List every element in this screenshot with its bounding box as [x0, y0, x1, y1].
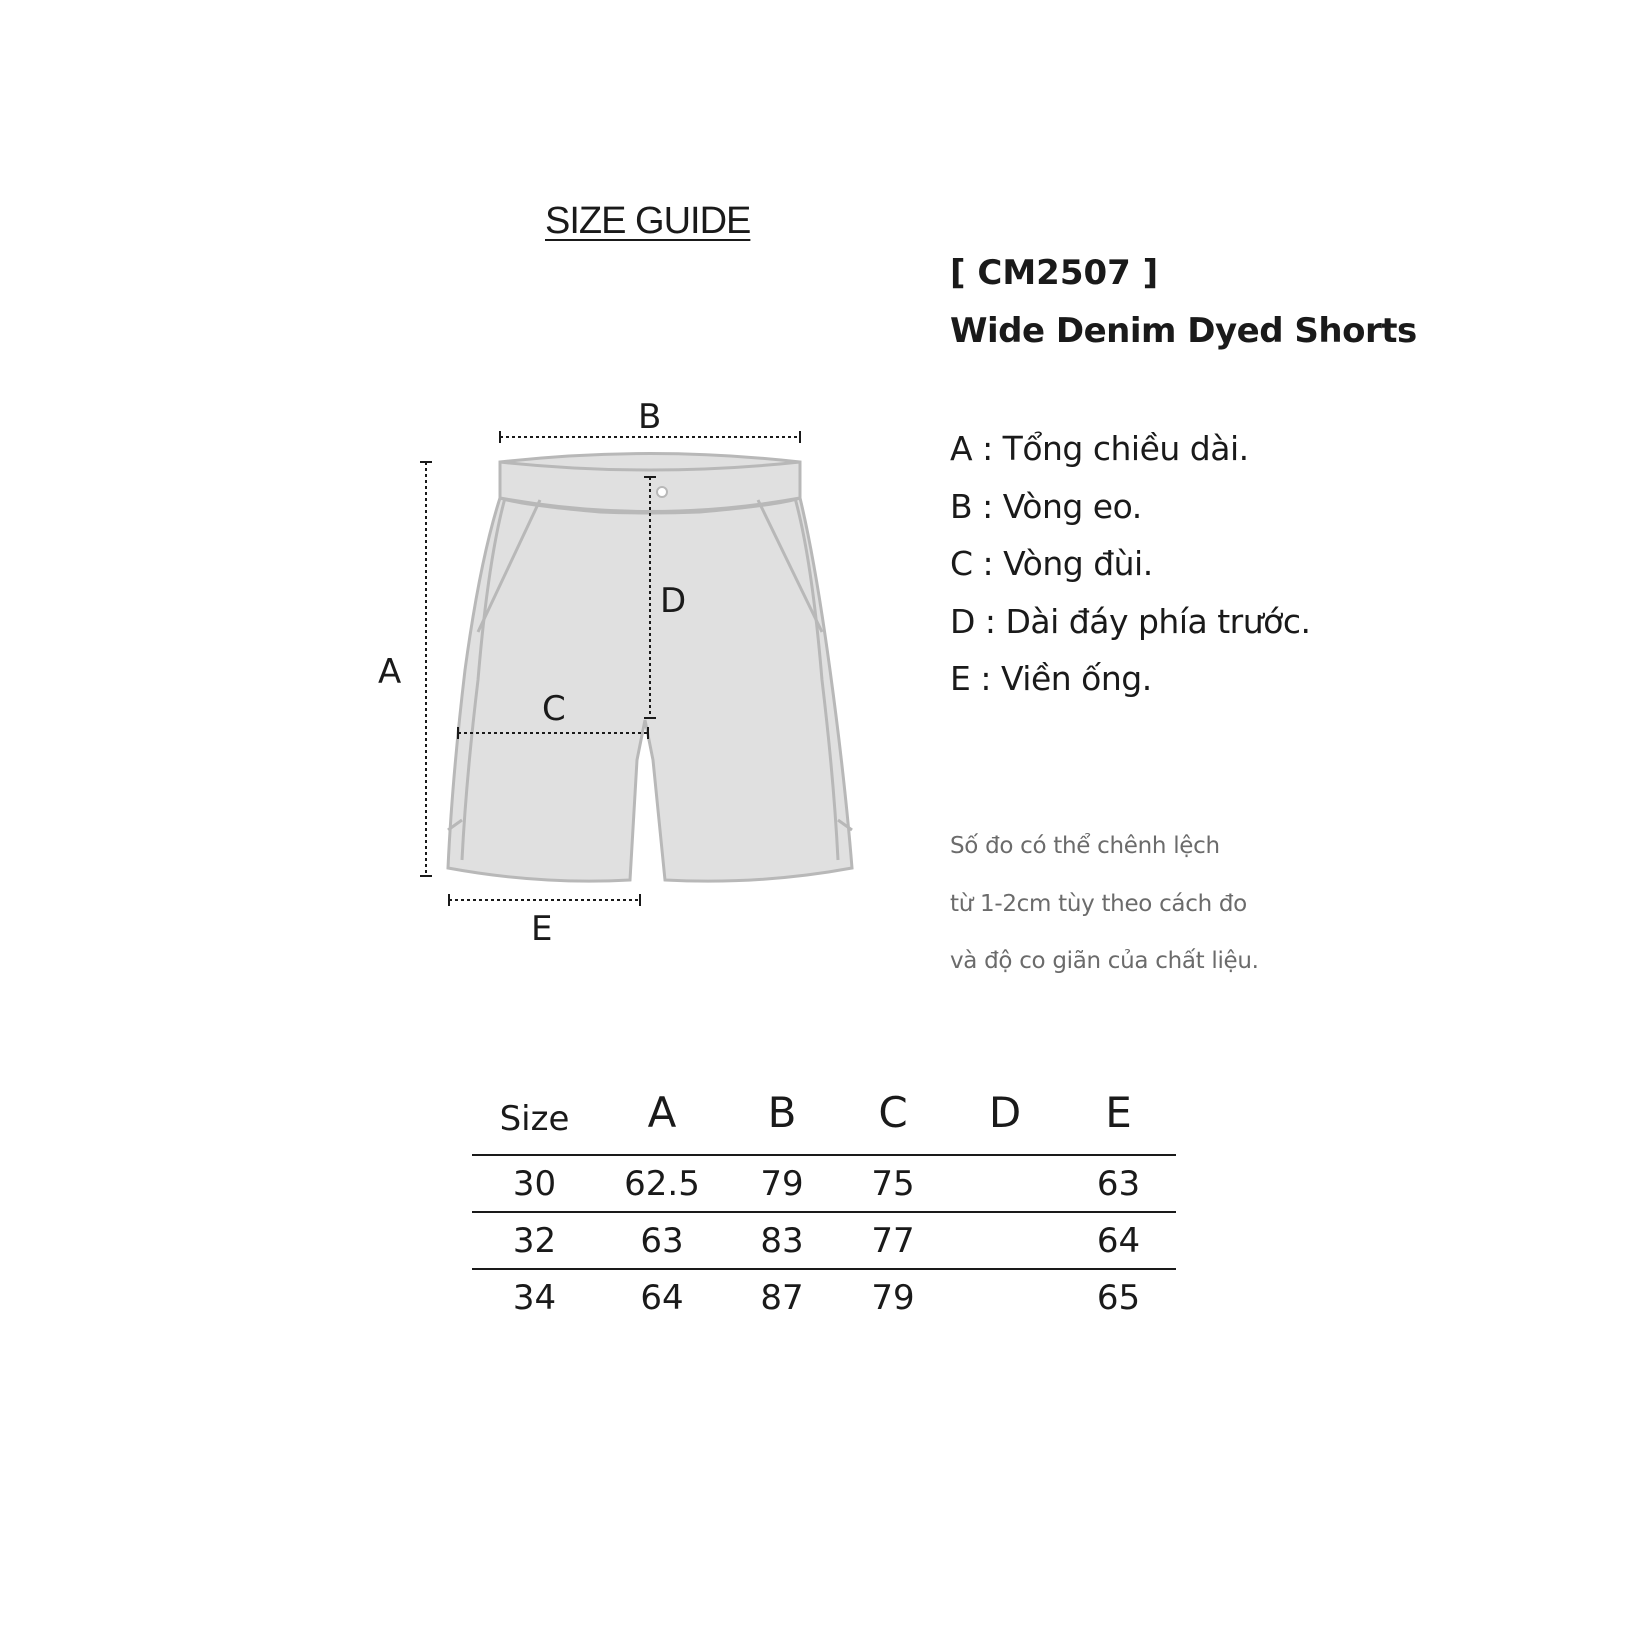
measure-a — [378, 462, 432, 876]
cell-a: 63 — [597, 1212, 727, 1269]
cell-b: 79 — [727, 1155, 837, 1212]
cell-c: 77 — [837, 1212, 949, 1269]
cell-c: 79 — [837, 1269, 949, 1325]
note-line: Số đo có thể chênh lệch — [950, 833, 1220, 859]
cell-b: 87 — [727, 1269, 837, 1325]
cell-e: 64 — [1061, 1212, 1176, 1269]
legend-item-b: B : Vòng eo. — [950, 486, 1142, 526]
cell-a: 62.5 — [597, 1155, 727, 1212]
cell-e: 65 — [1061, 1269, 1176, 1325]
measure-e — [449, 894, 640, 949]
cell-a: 64 — [597, 1269, 727, 1325]
cell-e: 63 — [1061, 1155, 1176, 1212]
header-a: A — [647, 1087, 677, 1137]
product-name: Wide Denim Dyed Shorts — [950, 311, 1417, 351]
header-e: E — [1105, 1087, 1132, 1137]
cell-d — [949, 1269, 1061, 1325]
cell-size: 34 — [472, 1269, 597, 1325]
table-row — [472, 1212, 1176, 1269]
label-d: D — [660, 581, 687, 621]
label-a: A — [378, 652, 402, 692]
measure-b — [500, 397, 800, 443]
header-size: Size — [499, 1099, 570, 1139]
label-b: B — [638, 397, 662, 437]
legend-item-a: A : Tổng chiều dài. — [950, 429, 1249, 468]
page-title: SIZE GUIDE — [545, 200, 751, 242]
legend-item-d: D : Dài đáy phía trước. — [950, 601, 1311, 641]
label-e: E — [531, 909, 553, 949]
table-row — [472, 1269, 1176, 1325]
table-row — [472, 1155, 1176, 1212]
shorts-illustration — [448, 454, 852, 882]
size-table — [472, 1070, 1176, 1325]
header-b: B — [767, 1087, 797, 1137]
cell-size: 32 — [472, 1212, 597, 1269]
cell-d — [949, 1155, 1061, 1212]
legend-item-e: E : Viền ống. — [950, 659, 1152, 698]
header-c: C — [878, 1087, 908, 1137]
legend-item-c: C : Vòng đùi. — [950, 544, 1153, 583]
cell-size: 30 — [472, 1155, 597, 1212]
button-icon — [657, 487, 667, 497]
label-c: C — [542, 689, 566, 729]
header-d: D — [988, 1087, 1022, 1137]
table-header-row — [472, 1070, 1176, 1155]
product-code: [ CM2507 ] — [950, 253, 1159, 293]
cell-c: 75 — [837, 1155, 949, 1212]
note-line: từ 1-2cm tùy theo cách đo — [950, 890, 1247, 917]
cell-b: 83 — [727, 1212, 837, 1269]
note-line: và độ co giãn của chất liệu. — [950, 948, 1259, 974]
cell-d — [949, 1212, 1061, 1269]
